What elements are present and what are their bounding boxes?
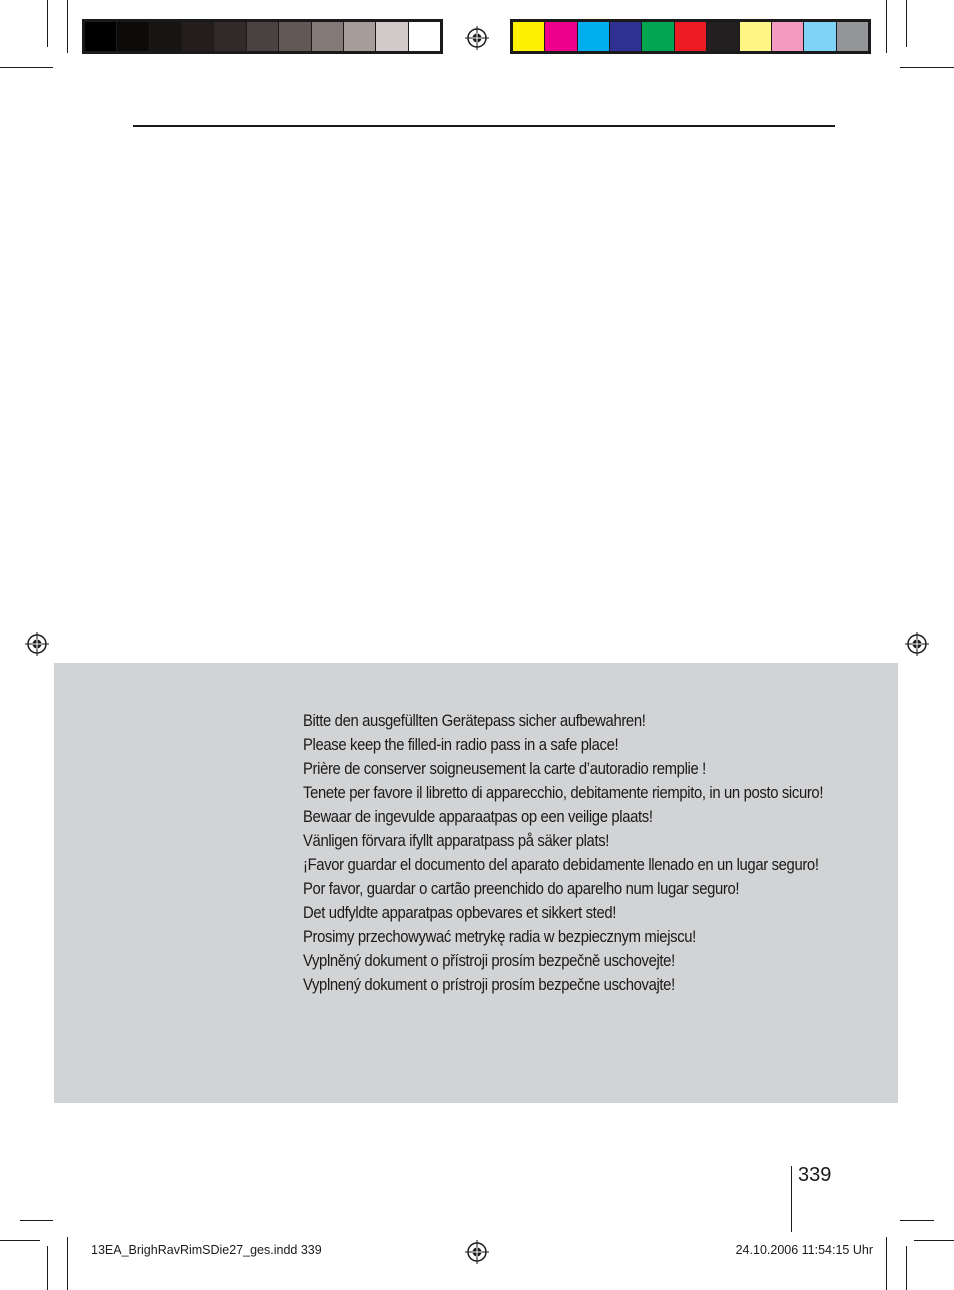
color-swatch xyxy=(214,22,245,51)
crop-mark xyxy=(906,0,907,47)
color-swatch xyxy=(804,22,835,51)
color-swatch xyxy=(707,22,738,51)
crop-mark xyxy=(886,1237,887,1290)
crop-mark xyxy=(0,67,53,68)
color-swatch xyxy=(85,22,116,51)
crop-mark xyxy=(0,1240,40,1241)
color-swatch xyxy=(344,22,375,51)
registration-mark-icon xyxy=(465,26,489,50)
crop-mark xyxy=(900,1220,934,1221)
notice-line-nl: Bewaar de ingevulde apparaatpas op een veilige plaats! xyxy=(303,808,653,826)
color-swatch xyxy=(279,22,310,51)
registration-mark-icon xyxy=(25,632,49,656)
color-swatch xyxy=(247,22,278,51)
color-swatch xyxy=(409,22,440,51)
color-swatch xyxy=(578,22,609,51)
notice-line-pt: Por favor, guardar o cartão preenchido do aparelho num lugar seguro! xyxy=(303,880,740,898)
header-rule xyxy=(133,125,835,127)
page-number-rule xyxy=(791,1166,792,1232)
notice-line-sk: Vyplnený dokument o prístroji prosím bezpečne uschovajte! xyxy=(303,976,675,994)
crop-mark xyxy=(886,0,887,53)
color-swatch xyxy=(513,22,544,51)
notice-line-sv: Vänligen förvara ifyllt apparatpass på säker plats! xyxy=(303,832,610,850)
slug-datetime: 24.10.2006 11:54:15 Uhr xyxy=(735,1243,873,1257)
notice-line-da: Det udfyldte apparatpas opbevares et sikkert sted! xyxy=(303,904,617,922)
registration-mark-icon xyxy=(465,1240,489,1264)
crop-mark xyxy=(20,1220,53,1221)
color-swatch xyxy=(150,22,181,51)
notice-line-de: Bitte den ausgefüllten Gerätepass sicher aufbewahren! xyxy=(303,712,646,730)
notice-line-en: Please keep the filled-in radio pass in a safe place! xyxy=(303,736,619,754)
registration-mark-icon xyxy=(905,632,929,656)
crop-mark xyxy=(914,1240,954,1241)
crop-mark xyxy=(900,67,954,68)
color-swatch xyxy=(312,22,343,51)
color-swatch xyxy=(117,22,148,51)
page-number: 339 xyxy=(798,1164,832,1186)
crop-mark xyxy=(67,0,68,53)
crop-mark xyxy=(67,1237,68,1290)
process-color-bar xyxy=(510,19,871,54)
color-swatch xyxy=(545,22,576,51)
color-swatch xyxy=(182,22,213,51)
color-swatch xyxy=(740,22,771,51)
color-swatch xyxy=(675,22,706,51)
crop-mark xyxy=(47,0,48,47)
notice-line-cs: Vyplněný dokument o přístroji prosím bezpečně uschovejte! xyxy=(303,952,675,970)
color-swatch xyxy=(610,22,641,51)
color-swatch xyxy=(642,22,673,51)
crop-mark xyxy=(47,1246,48,1290)
slug-filename: 13EA_BrighRavRimSDie27_ges.indd 339 xyxy=(91,1243,322,1257)
notice-line-fr: Prière de conserver soigneusement la carte d’autoradio remplie ! xyxy=(303,760,706,778)
color-swatch xyxy=(376,22,407,51)
crop-mark xyxy=(906,1246,907,1290)
notice-line-it: Tenete per favore il libretto di apparecchio, debitamente riempito, in un posto sicuro! xyxy=(303,784,824,802)
notice-text-block xyxy=(303,711,831,999)
color-swatch xyxy=(772,22,803,51)
grayscale-color-bar xyxy=(82,19,443,54)
color-swatch xyxy=(837,22,868,51)
notice-line-es: ¡Favor guardar el documento del aparato debidamente llenado en un lugar seguro! xyxy=(303,856,819,874)
notice-line-pl: Prosimy przechowywać metrykę radia w bezpiecznym miejscu! xyxy=(303,928,696,946)
